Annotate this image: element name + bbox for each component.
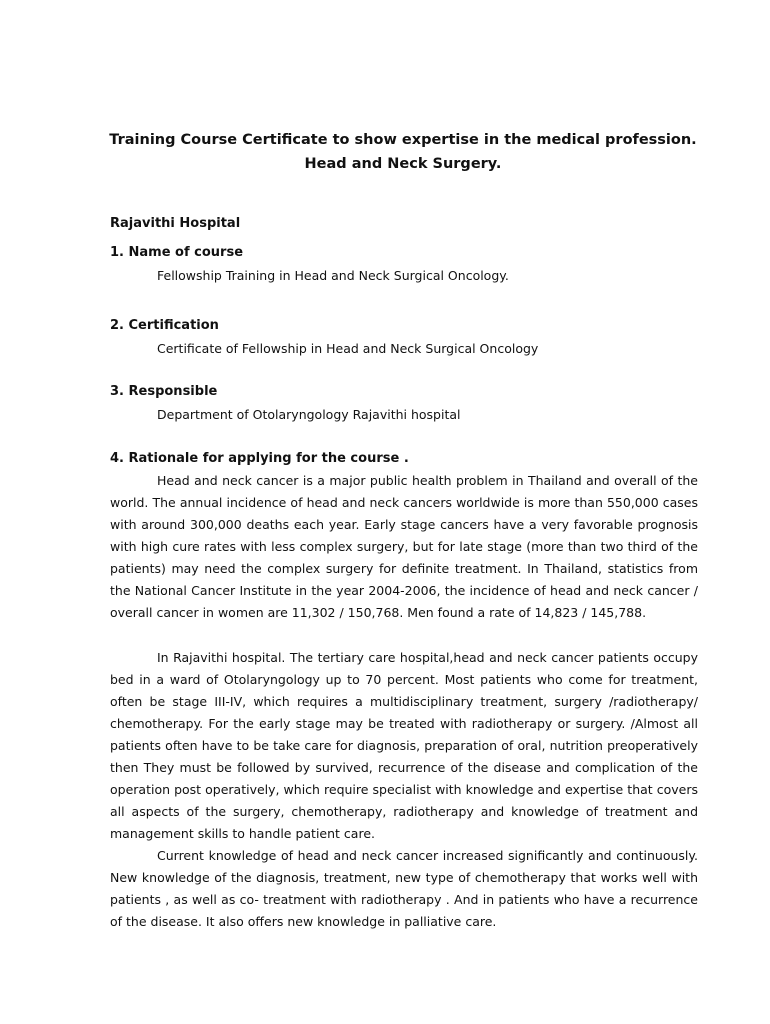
section-4-heading: 4. Rationale for applying for the course . (110, 451, 409, 466)
document-title-line2: Head and Neck Surgery. (304, 156, 502, 172)
section-4-paragraph-2: In Rajavithi hospital. The tertiary care hospital,head and neck cancer patients occupy bed in a ward of Otolaryngology up to 70 percent. Most patients who come for treatment, often be stage III-IV, which requires a multidisciplinary treatment, surgery /radiotherapy/ chemotherapy. For the early stage may be treated with radiotherapy or surgery. /Almost all patients often have to be take care for diagnosis, preparation of oral, nutrition preoperatively then They must be followed by survived, recurrence of the disease and complication of the operation post operatively, which require specialist with knowledge and expertise that covers all aspects of the surgery, chemotherapy, radiotherapy and knowledge of treatment and management skills to handle patient care. (110, 650, 698, 841)
section-2-heading: 2. Certification (110, 318, 219, 333)
section-1-heading: 1. Name of course (110, 245, 244, 260)
section-3-heading: 3. Responsible (110, 384, 218, 399)
section-3-text: Department of Otolaryngology Rajavithi hospital (157, 407, 461, 422)
section-1-text: Fellowship Training in Head and Neck Surgical Oncology. (157, 268, 509, 283)
section-2-text: Certificate of Fellowship in Head and Neck Surgical Oncology (157, 341, 539, 356)
hospital-name: Rajavithi Hospital (110, 216, 241, 231)
section-4-paragraph-3: Current knowledge of head and neck cancer increased significantly and continuously. New knowledge of the diagnosis, treatment, new type of chemotherapy that works well with patients , as well as co- treatment with radiotherapy . And in patients who have a recurrence of the disease. It also offers new knowledge in palliative care. (110, 848, 698, 929)
document-title-line1: Training Course Certificate to show expertise in the medical profession. (109, 132, 697, 148)
section-4-paragraph-1: Head and neck cancer is a major public health problem in Thailand and overall of the world. The annual incidence of head and neck cancers worldwide is more than 550,000 cases with around 300,000 deaths each year. Early stage cancers have a very favorable prognosis with high cure rates with less complex surgery, but for late stage (more than two third of the patients) may need the complex surgery for definite treatment. In Thailand, statistics from the National Cancer Institute in the year 2004-2006, the incidence of head and neck cancer / overall cancer in women are 11,302 / 150,768. Men found a rate of 14,823 / 145,788. (110, 473, 698, 620)
